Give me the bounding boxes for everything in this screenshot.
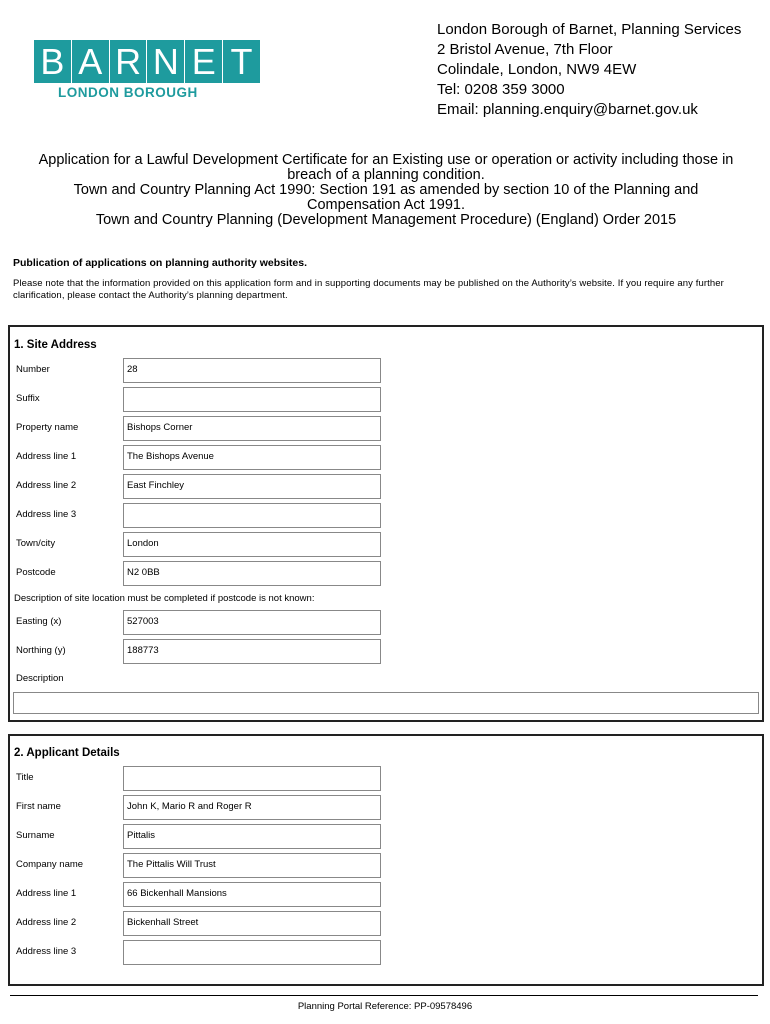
field-surname [16, 824, 392, 849]
logo-letters [34, 40, 260, 83]
postcode-input[interactable]: N2 0BB [123, 561, 381, 586]
northing-input[interactable]: 188773 [123, 639, 381, 664]
field-label: Address line 2 [16, 480, 77, 491]
first-name-input[interactable]: John K, Mario R and Roger R [123, 795, 381, 820]
section-title: 2. Applicant Details [14, 747, 120, 759]
title-line: Town and Country Planning (Development Management Procedure) (England) Order 2015 [95, 212, 677, 228]
location-note: Description of site location must be completed if postcode is not known: [14, 593, 315, 604]
field-label: Property name [16, 422, 79, 433]
title-input[interactable] [123, 766, 381, 791]
field-label: Surname [16, 830, 55, 841]
field-postcode [16, 561, 392, 586]
field-label: Company name [16, 859, 84, 870]
field-address-line-3 [16, 503, 392, 528]
barnet-logo [34, 40, 260, 102]
field-label: Address line 1 [16, 451, 77, 462]
field-northing [16, 639, 392, 664]
field-applicant-address-line-1 [16, 882, 392, 907]
logo-letter: A [72, 40, 109, 83]
footer-divider [10, 995, 758, 996]
field-label: Postcode [16, 567, 56, 578]
field-company-name [16, 853, 392, 878]
field-label: Address line 1 [16, 888, 77, 899]
applicant-details-section [8, 734, 764, 986]
field-address-line-2 [16, 474, 392, 499]
company-name-input[interactable]: The Pittalis Will Trust [123, 853, 381, 878]
field-label: Address line 3 [16, 509, 77, 520]
form-title [10, 153, 762, 228]
address-line-2-input[interactable]: East Finchley [123, 474, 381, 499]
field-label: Easting (x) [16, 616, 62, 627]
field-label: Town/city [16, 538, 56, 549]
field-label: Address line 3 [16, 946, 77, 957]
publication-text: Please note that the information provided on this application form and in supporting documents may be published on the Authority’s website. If you require any further clarification, please contact the Authority’s planning department. [13, 278, 724, 301]
title-line: breach of a planning condition. [287, 167, 485, 183]
logo-letter: B [34, 40, 71, 83]
applicant-address-line-2-input[interactable]: Bickenhall Street [123, 911, 381, 936]
address-line: Colindale, London, NW9 4EW [437, 61, 637, 78]
suffix-input[interactable] [123, 387, 381, 412]
field-applicant-address-line-2 [16, 911, 392, 936]
title-line: Town and Country Planning Act 1990: Section 191 as amended by section 10 of the Planning and [73, 182, 699, 198]
address-line: 2 Bristol Avenue, 7th Floor [437, 41, 613, 58]
field-first-name [16, 795, 392, 820]
field-label: Title [16, 772, 34, 783]
field-easting [16, 610, 392, 635]
field-label: Northing (y) [16, 645, 66, 656]
property-name-input[interactable]: Bishops Corner [123, 416, 381, 441]
field-property-name [16, 416, 392, 441]
logo-letter: R [110, 40, 147, 83]
logo-letter: N [147, 40, 184, 83]
number-input[interactable]: 28 [123, 358, 381, 383]
publication-heading: Publication of applications on planning authority websites. [13, 257, 308, 269]
applicant-address-line-1-input[interactable]: 66 Bickenhall Mansions [123, 882, 381, 907]
surname-input[interactable]: Pittalis [123, 824, 381, 849]
address-line: Tel: 0208 359 3000 [437, 81, 565, 98]
field-label: Address line 2 [16, 917, 77, 928]
field-number [16, 358, 392, 383]
site-address-section [8, 325, 764, 722]
town-city-input[interactable]: London [123, 532, 381, 557]
address-line-1-input[interactable]: The Bishops Avenue [123, 445, 381, 470]
title-line: Compensation Act 1991. [307, 197, 465, 213]
field-title [16, 766, 392, 791]
title-line: Application for a Lawful Development Certificate for an Existing use or operation or activity including those in [38, 152, 734, 168]
description-input[interactable] [13, 692, 759, 714]
logo-letter: E [185, 40, 222, 83]
field-label: Suffix [16, 393, 40, 404]
field-address-line-1 [16, 445, 392, 470]
logo-letter: T [223, 40, 260, 83]
field-suffix [16, 387, 392, 412]
address-line-3-input[interactable] [123, 503, 381, 528]
section-title: 1. Site Address [14, 339, 97, 351]
field-label: First name [16, 801, 61, 812]
footer-reference: Planning Portal Reference: PP-09578496 [297, 1001, 473, 1012]
address-email[interactable]: Email: planning.enquiry@barnet.gov.uk [437, 101, 698, 118]
easting-input[interactable]: 527003 [123, 610, 381, 635]
description-label: Description [16, 673, 64, 684]
field-label: Number [16, 364, 50, 375]
applicant-address-line-3-input[interactable] [123, 940, 381, 965]
field-town-city [16, 532, 392, 557]
logo-subtitle: LONDON BOROUGH [58, 85, 198, 100]
address-line: London Borough of Barnet, Planning Services [437, 21, 742, 38]
council-address [437, 20, 741, 120]
field-applicant-address-line-3 [16, 940, 392, 965]
